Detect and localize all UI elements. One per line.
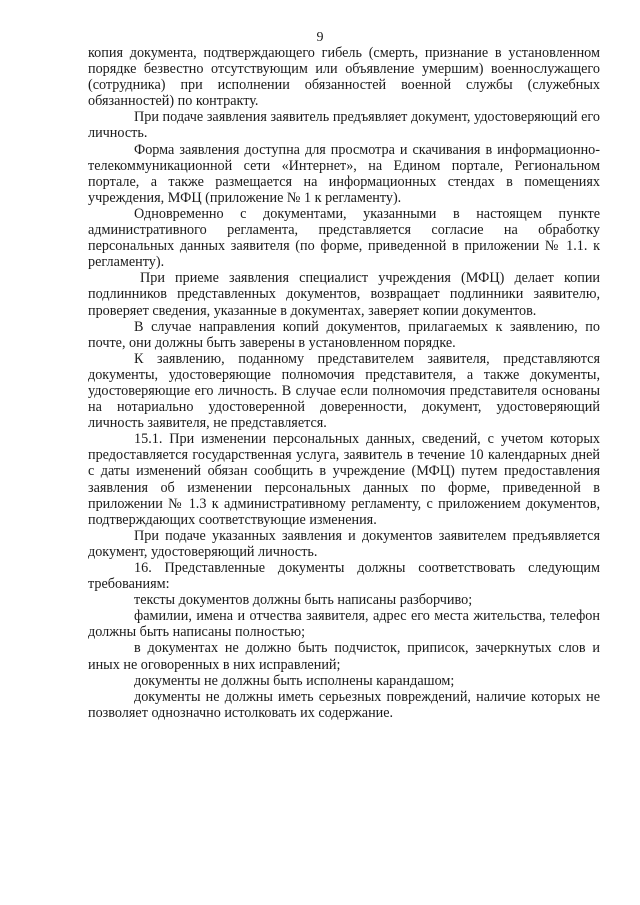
list-item: документы не должны иметь серьезных повреждений, наличие которых не позволяет однозначно истолковать их содержание. [88,688,600,721]
list-item: фамилии, имена и отчества заявителя, адрес его места жительства, телефон должны быть написаны полностью; [88,608,600,641]
page-number: 9 [316,30,324,45]
paragraph: 15.1. При изменении персональных данных, сведений, с учетом которых предоставляется государственная услуга, заявитель в течение 10 календарных дней с даты изменений обязан сообщить в учреждение (МФЦ) путем предоставления заявления об изменении персональных данных по форме, приведенной в приложении № 1.3 к административному регламенту, с приложением документов, подтверждающих соответствующие изменения. [88,431,600,528]
paragraph: копия документа, подтверждающего гибель (смерть, признание в установленном порядке безвестно отсутствующим или объявление умершим) военнослужащего (сотрудника) при исполнении обязанностей военной службы (служебных обязанностей) по контракту. [88,45,600,110]
paragraph: 16. Представленные документы должны соответствовать следующим требованиям: [88,560,600,593]
list-item: в документах не должно быть подчисток, приписок, зачеркнутых слов и иных не оговоренных в них исправлений; [88,640,600,673]
paragraph: К заявлению, поданному представителем заявителя, представляются документы, удостоверяющие полномочия представителя, а также документы, удостоверяющие его личность. В случае если полномочия представителя основаны на нотариально удостоверенной доверенности, документ, удостоверяющий личность заявителя, не представляется. [88,350,600,432]
paragraph: При подаче заявления заявитель предъявляет документ, удостоверяющий его личность. [88,109,600,142]
list-item: документы не должны быть исполнены карандашом; [134,672,455,689]
paragraph: При приеме заявления специалист учреждения (МФЦ) делает копии подлинников представленных документов, возвращает подлинники заявителю, проверяет сведения, указанные в документах, заверяет копии документов. [88,270,600,319]
list-item: тексты документов должны быть написаны разборчиво; [134,592,473,609]
paragraph: Форма заявления доступна для просмотра и скачивания в информационно-телекоммуникационной сети «Интернет», на Едином портале, Региональном портале, а также размещается на информационных стендах в помещениях учреждения, МФЦ (приложение № 1 к регламенту). [88,141,600,206]
paragraph: При подаче указанных заявления и документов заявителем предъявляется документ, удостоверяющий личность. [88,527,600,560]
document-body [88,45,600,721]
paragraph: В случае направления копий документов, прилагаемых к заявлению, по почте, они должны быть заверены в установленном порядке. [88,318,600,351]
paragraph: Одновременно с документами, указанными в настоящем пункте административного регламента, представляется согласие на обработку персональных данных заявителя (по форме, приведенной в приложении № 1.1. к регламенту). [88,205,600,271]
